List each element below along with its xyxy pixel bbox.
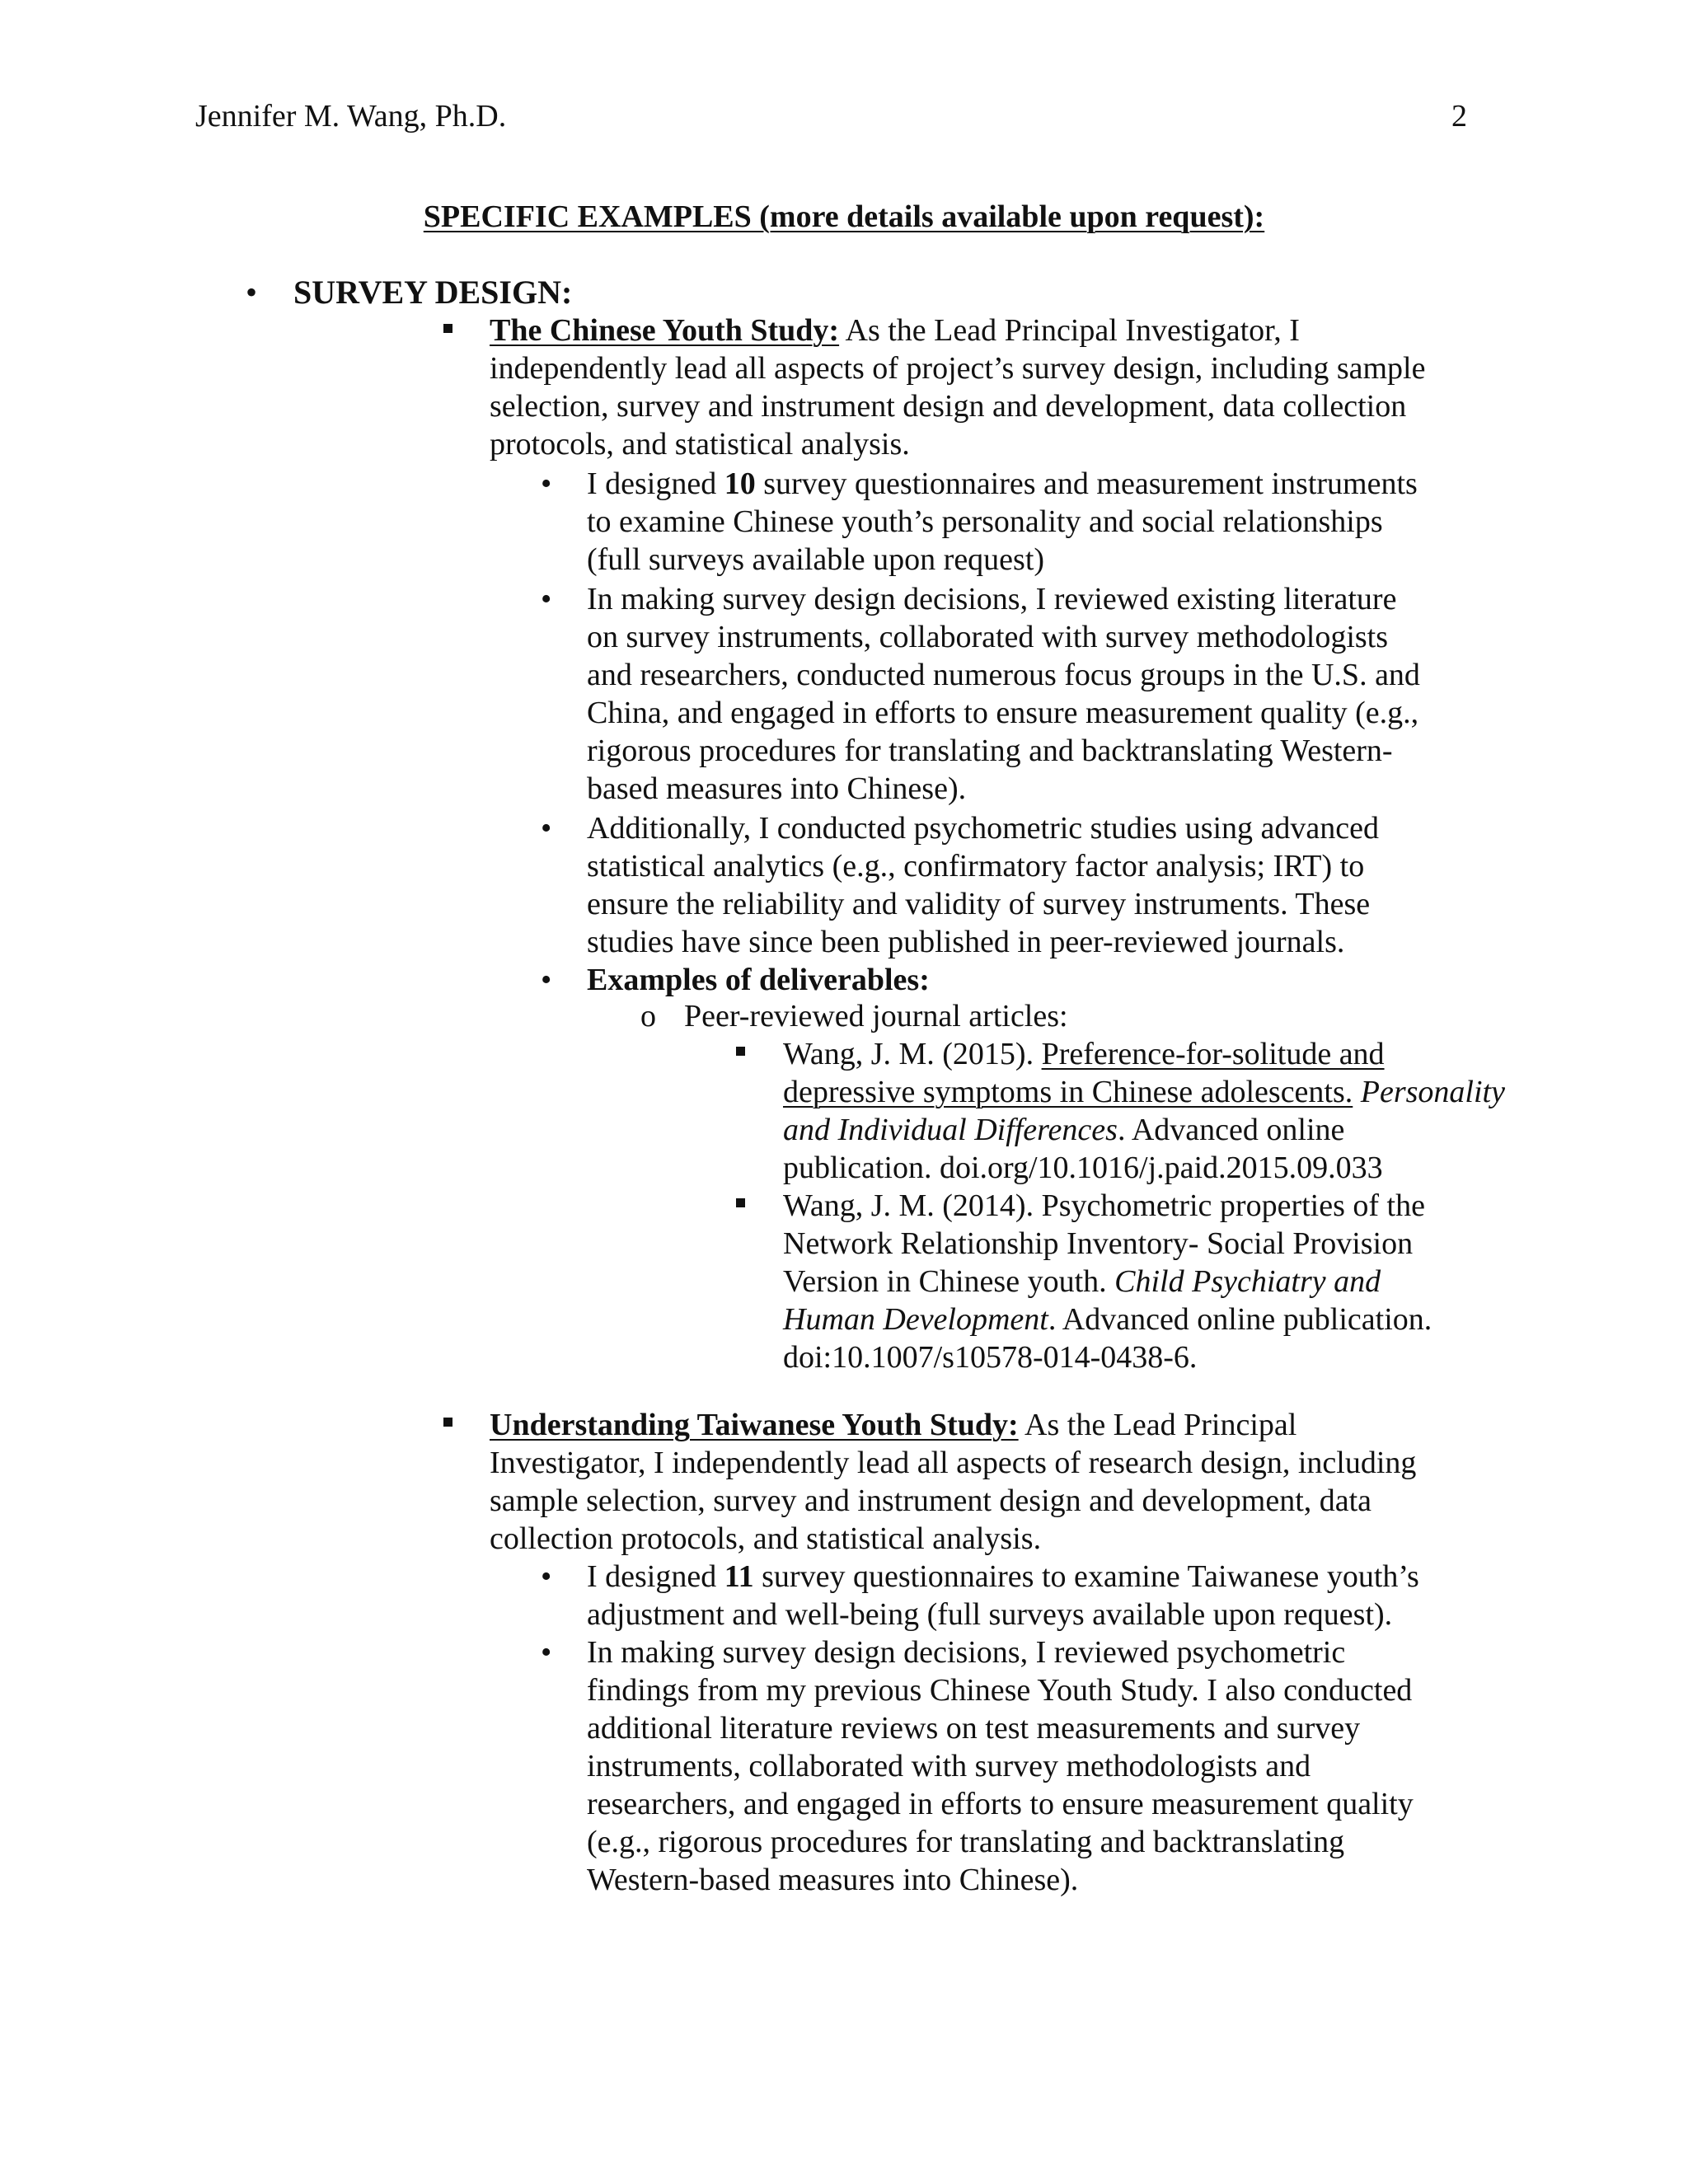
study1-bullet3-line-4: studies have since been published in peer-reviewed journals. <box>587 925 1345 959</box>
running-header-author: Jennifer M. Wang, Ph.D. <box>195 99 507 134</box>
bullet-icon: • <box>541 582 552 616</box>
study1-bullet3-line-3: ensure the reliability and validity of survey instruments. These <box>587 887 1371 921</box>
study2-bullet2-line-7: Western-based measures into Chinese). <box>587 1863 1079 1897</box>
study1-intro-line-4: protocols, and statistical analysis. <box>490 427 910 462</box>
study2-title: Understanding Taiwanese Youth Study: <box>490 1408 1019 1442</box>
study2-bullet2-line-5: researchers, and engaged in efforts to ensure measurement quality <box>587 1787 1414 1821</box>
bullet-icon: • <box>541 811 552 846</box>
bullet-icon: • <box>541 466 552 501</box>
deliverables-heading: Examples of deliverables: <box>587 963 930 997</box>
study1-bullet2-line-2: on survey instruments, collaborated with survey methodologists <box>587 620 1389 654</box>
bullet-icon: • <box>541 1635 552 1670</box>
study1-bullet3-line-1: Additionally, I conducted psychometric studies using advanced <box>587 811 1380 846</box>
study2-bullet1-line-2: adjustment and well-being (full surveys available upon request). <box>587 1597 1393 1632</box>
ref2-line-3: Version in Chinese youth. Child Psychiatry and <box>783 1264 1381 1299</box>
study1-title: The Chinese Youth Study: <box>490 313 840 348</box>
ref1-line-1: Wang, J. M. (2015). Preference-for-solitude and <box>783 1037 1385 1071</box>
study1-bullet2-line-6: based measures into Chinese). <box>587 771 967 806</box>
study1-intro-line-1: The Chinese Youth Study: As the Lead Principal Investigator, I <box>490 313 1300 348</box>
ref1-line-4: publication. doi.org/10.1016/j.paid.2015.09.033 <box>783 1151 1383 1185</box>
ref2-line-5: doi:10.1007/s10578-014-0438-6. <box>783 1340 1198 1375</box>
section-title: SPECIFIC EXAMPLES (more details available upon request): <box>423 199 1265 234</box>
top-level-bullet: • <box>246 274 258 311</box>
study1-bullet1-line-3: (full surveys available upon request) <box>587 542 1045 577</box>
study1-bullet1-line-1: I designed 10 survey questionnaires and measurement instruments <box>587 466 1418 501</box>
study2-bullet2-line-1: In making survey design decisions, I reviewed psychometric <box>587 1635 1346 1670</box>
study2-bullet2-line-4: instruments, collaborated with survey methodologists and <box>587 1749 1311 1783</box>
square-bullet-icon <box>443 324 452 333</box>
study2-bullet1-line-1: I designed 11 survey questionnaires to examine Taiwanese youth’s <box>587 1559 1419 1594</box>
study2-intro-line-3: sample selection, survey and instrument design and development, data <box>490 1483 1372 1518</box>
study2-intro-line-1: Understanding Taiwanese Youth Study: As the Lead Principal <box>490 1408 1297 1442</box>
study2-intro-line-4: collection protocols, and statistical analysis. <box>490 1521 1042 1556</box>
study2-bullet2-line-2: findings from my previous Chinese Youth Study. I also conducted <box>587 1673 1413 1708</box>
study1-bullet2-line-3: and researchers, conducted numerous focus groups in the U.S. and <box>587 658 1420 692</box>
section-heading: SURVEY DESIGN: <box>293 274 573 311</box>
ref2-line-4: Human Development. Advanced online publication. <box>783 1302 1432 1337</box>
bullet-icon: • <box>541 1559 552 1594</box>
study1-bullet1-line-2: to examine Chinese youth’s personality and social relationships <box>587 504 1383 539</box>
study1-intro-line-3: selection, survey and instrument design and development, data collection <box>490 389 1407 424</box>
study1-bullet3-line-2: statistical analytics (e.g., confirmatory factor analysis; IRT) to <box>587 849 1365 883</box>
study1-bullet2-line-4: China, and engaged in efforts to ensure measurement quality (e.g., <box>587 696 1419 730</box>
study2-bullet2-line-6: (e.g., rigorous procedures for translating and backtranslating <box>587 1825 1345 1859</box>
circle-bullet-icon: o <box>640 999 656 1033</box>
study2-bullet2-line-3: additional literature reviews on test measurements and survey <box>587 1711 1361 1746</box>
study1-intro-line-2: independently lead all aspects of project’s survey design, including sample <box>490 351 1426 386</box>
ref1-article-title: Preference-for-solitude and <box>1041 1037 1385 1071</box>
study2-intro-line-2: Investigator, I independently lead all aspects of research design, including <box>490 1446 1417 1480</box>
ref1-line-2: depressive symptoms in Chinese adolescents. Personality <box>783 1075 1505 1109</box>
square-bullet-icon <box>736 1198 745 1207</box>
square-bullet-icon <box>443 1418 452 1427</box>
ref1-article-title-cont: depressive symptoms in Chinese adolescents. <box>783 1075 1353 1109</box>
bullet-icon: • <box>541 963 552 997</box>
page-number: 2 <box>1451 99 1467 134</box>
peer-reviewed-label: Peer-reviewed journal articles: <box>684 999 1068 1033</box>
ref2-line-2: Network Relationship Inventory- Social Provision <box>783 1226 1414 1261</box>
ref1-line-3: and Individual Differences. Advanced online <box>783 1113 1345 1147</box>
study1-bullet2-line-1: In making survey design decisions, I reviewed existing literature <box>587 582 1397 616</box>
study1-bullet2-line-5: rigorous procedures for translating and backtranslating Western- <box>587 733 1393 768</box>
ref2-line-1: Wang, J. M. (2014). Psychometric properties of the <box>783 1188 1425 1223</box>
square-bullet-icon <box>736 1047 745 1056</box>
